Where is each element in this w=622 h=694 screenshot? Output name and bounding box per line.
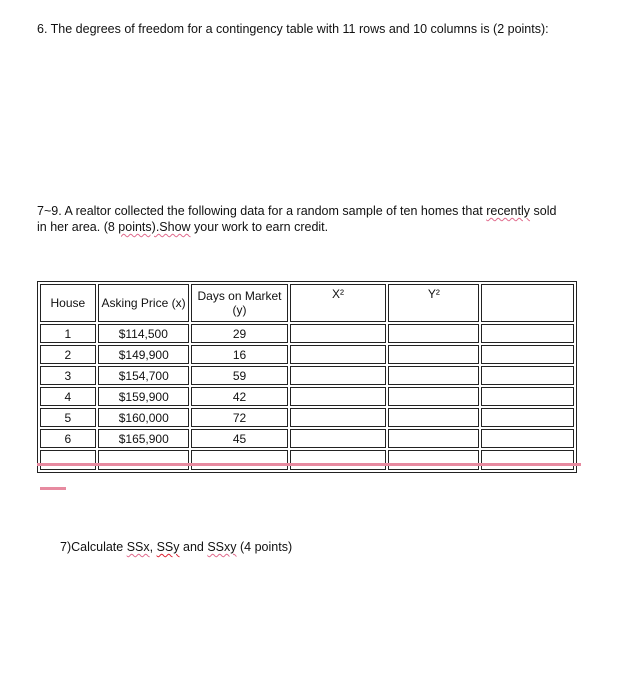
- cell-y2: [388, 324, 479, 343]
- cell-extra: [481, 429, 574, 448]
- highlight-mark: [40, 487, 66, 490]
- question-6: 6. The degrees of freedom for a contingency table with 11 rows and 10 columns is (2 points):: [37, 22, 549, 36]
- cell-blank: [40, 450, 96, 470]
- cell-days: 42: [191, 387, 287, 406]
- cell-x2: [290, 324, 387, 343]
- q79-points: points).Show: [118, 220, 191, 234]
- table-row: [40, 408, 574, 427]
- cell-house: 3: [40, 366, 96, 385]
- cell-price: $159,900: [98, 387, 190, 406]
- cell-extra: [481, 345, 574, 364]
- cell-extra: [481, 408, 574, 427]
- cell-blank: [98, 450, 190, 470]
- header-x-squared: X²: [290, 284, 387, 322]
- cell-blank: [388, 450, 479, 470]
- cell-blank: [290, 450, 387, 470]
- table-row: [40, 366, 574, 385]
- q7-ssx: SSx: [126, 540, 150, 554]
- cell-house: 5: [40, 408, 96, 427]
- cell-days: 72: [191, 408, 287, 427]
- header-days-on-market: Days on Market (y): [191, 284, 287, 322]
- cell-extra: [481, 366, 574, 385]
- q79-text-4: your work to earn credit.: [190, 220, 329, 234]
- cell-price: $165,900: [98, 429, 190, 448]
- table-row: [40, 387, 574, 406]
- cell-house: 4: [40, 387, 96, 406]
- cell-extra: [481, 324, 574, 343]
- cell-extra: [481, 387, 574, 406]
- q79-text-2: sold: [530, 204, 557, 218]
- cell-y2: [388, 429, 479, 448]
- cell-x2: [290, 345, 387, 364]
- question-7: [60, 540, 292, 554]
- question-7-9: [37, 203, 597, 235]
- header-y-squared: Y²: [388, 284, 479, 322]
- cell-price: $149,900: [98, 345, 190, 364]
- cell-days: 29: [191, 324, 287, 343]
- cell-x2: [290, 387, 387, 406]
- q79-recently: recently: [486, 204, 531, 218]
- table-row: [40, 345, 574, 364]
- cell-price: $114,500: [98, 324, 190, 343]
- q7-ssy: SSy: [156, 540, 180, 554]
- table-header-row: [40, 284, 574, 322]
- cell-house: 2: [40, 345, 96, 364]
- q79-text-3: in her area. (8: [37, 220, 119, 234]
- table-row-blank: [40, 450, 574, 470]
- cell-blank: [191, 450, 287, 470]
- cell-y2: [388, 408, 479, 427]
- q7-sep1: ,: [149, 540, 157, 554]
- table-row: [40, 429, 574, 448]
- cell-y2: [388, 387, 479, 406]
- cell-price: $160,000: [98, 408, 190, 427]
- cell-price: $154,700: [98, 366, 190, 385]
- cell-blank: [481, 450, 574, 470]
- cell-x2: [290, 366, 387, 385]
- header-extra: [481, 284, 574, 322]
- cell-y2: [388, 345, 479, 364]
- header-house: House: [40, 284, 96, 322]
- cell-y2: [388, 366, 479, 385]
- table-row: [40, 324, 574, 343]
- q79-text-1: 7~9. A realtor collected the following data for a random sample of ten homes that: [37, 204, 487, 218]
- header-asking-price: Asking Price (x): [98, 284, 190, 322]
- highlight-line: [37, 463, 581, 466]
- cell-house: 1: [40, 324, 96, 343]
- q7-sep2: and: [179, 540, 208, 554]
- q7-prefix: 7)Calculate: [60, 540, 127, 554]
- cell-house: 6: [40, 429, 96, 448]
- q7-suffix: (4 points): [236, 540, 293, 554]
- cell-x2: [290, 408, 387, 427]
- q7-ssxy: SSxy: [207, 540, 237, 554]
- cell-x2: [290, 429, 387, 448]
- cell-days: 16: [191, 345, 287, 364]
- data-table: [37, 281, 577, 473]
- cell-days: 45: [191, 429, 287, 448]
- cell-days: 59: [191, 366, 287, 385]
